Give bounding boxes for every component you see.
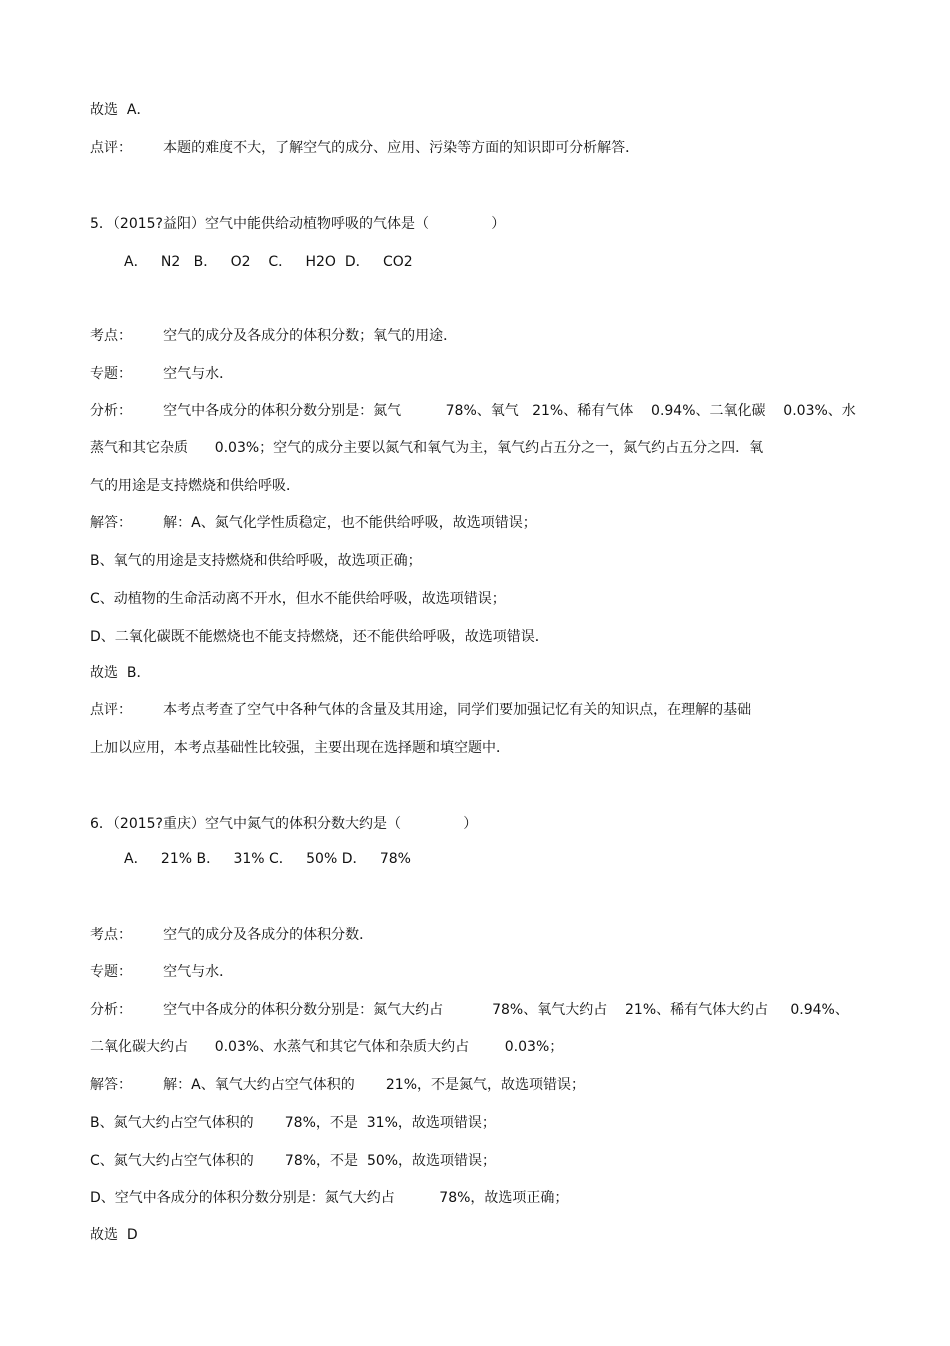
analysis-continued: 二氧化碳大约占 0.03%、水蒸气和其它气体和杂质大约占 0.03%；: [90, 1039, 564, 1055]
comment: 点评： 本题的难度不大，了解空气的成分、应用、污染等方面的知识即可分析解答．: [90, 140, 640, 156]
topic: 专题： 空气与水．: [90, 366, 234, 382]
answer-choice: 故选 D: [90, 1227, 138, 1243]
analysis: 分析： 空气中各成分的体积分数分别是：氮气 78%、氧气 21%、稀有气体 0.94%、二氧化碳 0.03%、水: [90, 403, 856, 419]
comment: 点评： 本考点考查了空气中各种气体的含量及其用途，同学们要加强记忆有关的知识点，在理解的基础: [90, 702, 752, 718]
question-6: 6．（2015?重庆）空气中氮气的体积分数大约是（ ）: [90, 816, 478, 832]
topic: 专题： 空气与水．: [90, 964, 234, 980]
analysis-continued: 蒸气和其它杂质 0.03%；空气的成分主要以氮气和氧气为主，氧气约占五分之一，氮气约占五分之四．氧: [90, 440, 764, 456]
test-point: 考点： 空气的成分及各成分的体积分数；氧气的用途．: [90, 328, 458, 344]
solution-b: B、氮气大约占空气体积的 78%，不是 31%，故选项错误；: [90, 1115, 496, 1131]
question-6-options: A． 21% B． 31% C． 50% D． 78%: [124, 851, 411, 867]
solution-b: B、氧气的用途是支持燃烧和供给呼吸，故选项正确；: [90, 553, 422, 569]
solution-d: D、二氧化碳既不能燃烧也不能支持燃烧，还不能供给呼吸，故选项错误．: [90, 629, 549, 645]
solution: 解答： 解：A、氮气化学性质稳定，也不能供给呼吸，故选项错误；: [90, 515, 537, 531]
solution-d: D、空气中各成分的体积分数分别是：氮气大约占 78%，故选项正确；: [90, 1190, 569, 1206]
analysis: 分析： 空气中各成分的体积分数分别是：氮气大约占 78%、氧气大约占 21%、稀有气体大约占 0.94%、: [90, 1002, 849, 1018]
test-point: 考点： 空气的成分及各成分的体积分数．: [90, 927, 374, 943]
solution: 解答： 解：A、氧气大约占空气体积的 21%，不是氮气，故选项错误；: [90, 1077, 585, 1093]
answer-choice: 故选 B．: [90, 665, 151, 681]
solution-c: C、氮气大约占空气体积的 78%，不是 50%，故选项错误；: [90, 1153, 497, 1169]
solution-c: C、动植物的生命活动离不开水，但水不能供给呼吸，故选项错误；: [90, 591, 506, 607]
answer-choice: 故选 A．: [90, 102, 151, 118]
comment-continued: 上加以应用，本考点基础性比较强，主要出现在选择题和填空题中．: [90, 740, 510, 756]
question-5: 5．（2015?益阳）空气中能供给动植物呼吸的气体是（ ）: [90, 216, 506, 232]
question-5-options: A． N2 B． O2 C． H2O D． CO2: [124, 254, 413, 270]
analysis-continued: 气的用途是支持燃烧和供给呼吸．: [90, 478, 300, 494]
